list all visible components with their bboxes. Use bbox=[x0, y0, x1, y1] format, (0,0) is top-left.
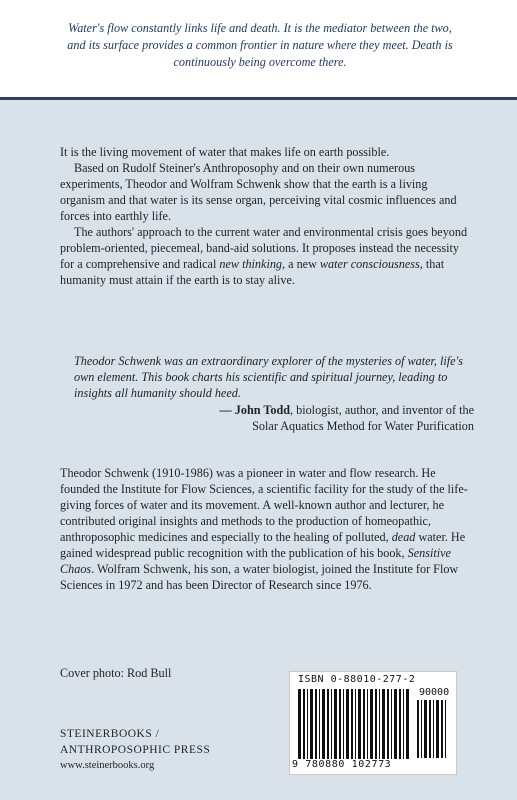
barcode-bar bbox=[319, 689, 320, 759]
ean-barcode-bars bbox=[298, 689, 412, 759]
barcode-bar bbox=[327, 689, 329, 759]
intro-text bbox=[60, 144, 474, 288]
barcode-bar bbox=[399, 689, 401, 759]
bio-paragraph bbox=[60, 465, 474, 593]
endorsement-attribution bbox=[60, 402, 474, 434]
barcode-bar bbox=[310, 689, 313, 759]
intro-p3-b: , a new bbox=[282, 257, 320, 271]
publisher-block bbox=[60, 726, 210, 774]
barcode-bar bbox=[375, 689, 377, 759]
barcode-bar bbox=[322, 689, 325, 759]
barcode-bar bbox=[355, 689, 356, 759]
barcode-bar bbox=[298, 689, 301, 759]
price-code: 90000 bbox=[419, 687, 450, 698]
barcode-bar bbox=[394, 689, 397, 759]
barcode-bar bbox=[331, 689, 332, 759]
barcode-bar bbox=[429, 700, 431, 758]
endorsement-quote: Theodor Schwenk was an extraordinary explorer of the mysteries of water, life's own element. This book charts his scientific and spiritual journey, leading to insights all humanity should heed. bbox=[74, 354, 463, 400]
attribution-name: John Todd bbox=[234, 403, 291, 417]
barcode-bar bbox=[363, 689, 365, 759]
intro-paragraph-3 bbox=[60, 224, 474, 288]
publisher-url: www.steinerbooks.org bbox=[60, 760, 155, 771]
bio-a: Theodor Schwenk (1910-1986) was a pioneer in water and flow research. He founded the Institute for Flow Sciences, a scientific facility for the study of the life-giving forces of water and its movement. A well-known author and lecturer, he contributed original insights and methods to the production of homeopathic, anthroposophic medicines and especially to the healing of polluted, bbox=[60, 466, 468, 544]
attribution-dash: — bbox=[219, 403, 235, 417]
addon-barcode-bars bbox=[417, 700, 449, 758]
isbn-barcode bbox=[289, 671, 457, 775]
cover-photo-credit: Cover photo: Rod Bull bbox=[60, 666, 172, 680]
barcode-bar bbox=[367, 689, 368, 759]
intro-p3-c: , that humanity must attain if the earth is to stay alive. bbox=[60, 257, 445, 287]
barcode-bar bbox=[424, 700, 427, 758]
barcode-bar bbox=[391, 689, 392, 759]
barcode-bar bbox=[307, 689, 308, 759]
barcode-bar bbox=[351, 689, 353, 759]
bio-b: water. He gained widespread public recognition with the publication of his book, bbox=[60, 530, 466, 560]
barcode-bar bbox=[387, 689, 389, 759]
bio-c: . Wolfram Schwenk, his son, a water biologist, joined the Institute for Flow Sciences in 1972 and has been Director of Research since 1976. bbox=[60, 562, 459, 592]
attribution-line-2: Solar Aquatics Method for Water Purification bbox=[252, 419, 474, 433]
barcode-bar bbox=[303, 689, 305, 759]
endorsement bbox=[60, 353, 474, 434]
barcode-bar bbox=[379, 689, 380, 759]
publisher-line-1: STEINERBOOKS / bbox=[60, 728, 160, 740]
barcode-bar bbox=[445, 700, 446, 758]
top-quote: Water's flow constantly links life and death. It is the mediator between the two, and its surface provides a common frontier in nature where they meet. Death is continuously being overcome there. bbox=[67, 21, 453, 69]
intro-paragraph-2: Based on Rudolf Steiner's Anthroposophy and on their own numerous experiments, Theodor and Wolfram Schwenk show that the earth is a living organism and that water is its sense organ, perceiving vital cosmic influences and forces into earthly life. bbox=[60, 161, 457, 223]
barcode-bar bbox=[403, 689, 404, 759]
barcode-bar bbox=[382, 689, 385, 759]
barcode-bar bbox=[406, 689, 409, 759]
barcode-bar bbox=[315, 689, 317, 759]
barcode-bar bbox=[346, 689, 349, 759]
intro-p3-emphasis-1: new thinking bbox=[219, 257, 283, 271]
barcode-bar bbox=[358, 689, 361, 759]
attribution-line-1: , biologist, author, and inventor of the bbox=[290, 403, 474, 417]
barcode-bar bbox=[370, 689, 373, 759]
barcode-bar bbox=[433, 700, 434, 758]
barcode-bar bbox=[441, 700, 443, 758]
top-quote-band bbox=[0, 0, 517, 100]
bio-emphasis-1: dead bbox=[391, 530, 416, 544]
isbn-text: ISBN 0-88010-277-2 bbox=[298, 674, 416, 685]
bio-emphasis-2: Sensitive Chaos bbox=[60, 546, 451, 576]
author-bio bbox=[60, 465, 474, 593]
barcode-bar bbox=[334, 689, 337, 759]
barcode-bar bbox=[417, 700, 419, 758]
publisher-line-2: ANTHROPOSOPHIC PRESS bbox=[60, 744, 211, 756]
intro-p3-a: The authors' approach to the current water and environmental crisis goes beyond problem-oriented, piecemeal, band-aid solutions. It proposes instead the necessity for a comprehensive and radical bbox=[60, 225, 468, 271]
ean-number: 9 780880 102773 bbox=[292, 759, 392, 770]
intro-paragraph-1: It is the living movement of water that makes life on earth possible. bbox=[60, 145, 390, 159]
barcode-bar bbox=[421, 700, 422, 758]
barcode-bar bbox=[436, 700, 439, 758]
barcode-bar bbox=[339, 689, 341, 759]
barcode-bar bbox=[343, 689, 344, 759]
intro-p3-emphasis-2: water consciousness bbox=[319, 257, 420, 271]
